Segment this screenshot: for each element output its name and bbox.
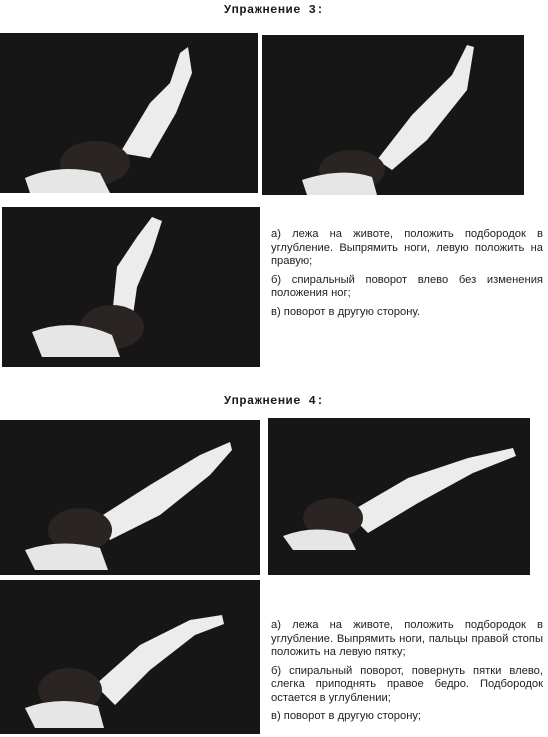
exercise-4-photo-b (268, 418, 530, 575)
exercise-4-photo-c (0, 580, 260, 734)
exercise-4-step-c: в) поворот в другую сторону; (271, 710, 422, 722)
exercise-3-step-c: в) поворот в другую сторону. (271, 305, 420, 318)
exercise-4-description (271, 619, 543, 729)
exercise-3-step-a: а) лежа на животе, положить подбородок в углубление. Выпрямить ноги, левую положить на правую; (271, 228, 543, 267)
exercise-4-photo-a (0, 420, 260, 575)
exercise-3-photo-c (2, 207, 260, 367)
exercise-4-step-b: б) спиральный поворот, повернуть пятки влево, слегка приподнять правое бедро. Подбородок остается в углублении; (271, 664, 543, 704)
exercise-4-title: Упражнение 4: (223, 394, 325, 408)
exercise-3-description (271, 228, 543, 324)
exercise-3-step-b: б) спиральный поворот влево без изменения положения ног; (271, 273, 543, 299)
exercise-3-photo-b (262, 35, 524, 195)
exercise-3-title: Упражнение 3: (223, 3, 325, 17)
exercise-3-photo-a (0, 33, 258, 193)
exercise-4-step-a: а) лежа на животе, положить подбородок в углубление. Выпрямить ноги, пальцы правой стопы положить на левую пятку; (271, 619, 543, 658)
